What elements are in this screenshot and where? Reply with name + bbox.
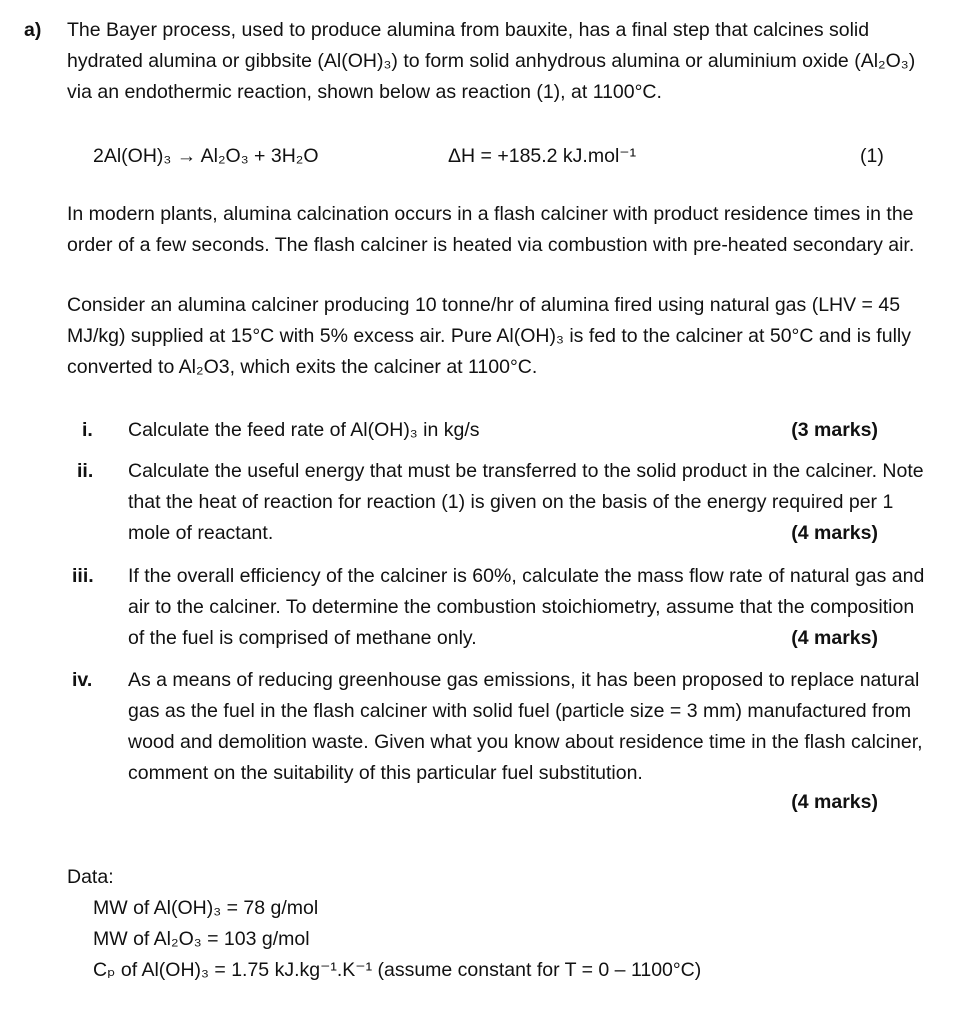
part-text-line: Calculate the useful energy that must be transferred to the solid product in the calciner. Note	[128, 460, 924, 482]
reaction-number: (1)	[860, 145, 884, 167]
part-label: i.	[82, 419, 93, 441]
paragraph-line: Consider an alumina calciner producing 10 tonne/hr of alumina fired using natural gas (LHV = 45	[67, 294, 901, 316]
intro-line: via an endothermic reaction, shown below as reaction (1), at 1100°C.	[67, 81, 662, 103]
part-text-line: of the fuel is comprised of methane only.	[128, 627, 477, 649]
part-text-line: If the overall efficiency of the calciner is 60%, calculate the mass flow rate of natural gas and	[128, 565, 925, 587]
paragraph-line: MJ/kg) supplied at 15°C with 5% excess air. Pure Al(OH)₃ is fed to the calciner at 50°C and is fully	[67, 325, 911, 347]
part-label: iv.	[72, 669, 93, 691]
intro-line: hydrated alumina or gibbsite (Al(OH)₃) to form solid anhydrous alumina or aluminium oxide (Al₂O₃)	[67, 50, 916, 72]
part-text-line: air to the calciner. To determine the combustion stoichiometry, assume that the composition	[128, 596, 915, 618]
part-marks: (4 marks)	[791, 791, 878, 813]
part-label: iii.	[72, 565, 94, 587]
part-text-line: that the heat of reaction for reaction (1) is given on the basis of the energy required per 1	[128, 491, 894, 513]
part-text-line: Calculate the feed rate of Al(OH)₃ in kg/s	[128, 419, 480, 441]
intro-line: The Bayer process, used to produce alumina from bauxite, has a final step that calcines solid	[67, 19, 870, 41]
part-marks: (3 marks)	[791, 419, 878, 441]
part-text-line: wood and demolition waste. Given what you know about residence time in the flash calciner,	[128, 731, 923, 753]
data-item: MW of Al₂O₃ = 103 g/mol	[93, 928, 310, 950]
part-marks: (4 marks)	[791, 627, 878, 649]
paragraph-line: order of a few seconds. The flash calciner is heated via combustion with pre-heated secondary air.	[67, 234, 915, 256]
part-label: ii.	[77, 460, 94, 482]
part-marks: (4 marks)	[791, 522, 878, 544]
data-heading: Data:	[67, 866, 114, 888]
part-text-line: comment on the suitability of this particular fuel substitution.	[128, 762, 643, 784]
reaction-equation: 2Al(OH)₃ → Al₂O₃ + 3H₂O	[93, 145, 319, 167]
part-text-line: gas as the fuel in the flash calciner with solid fuel (particle size = 3 mm) manufactured from	[128, 700, 912, 722]
part-text-line: mole of reactant.	[128, 522, 274, 544]
part-text-line: As a means of reducing greenhouse gas emissions, it has been proposed to replace natural	[128, 669, 920, 691]
paragraph-line: converted to Al₂O3, which exits the calciner at 1100°C.	[67, 356, 538, 378]
question-label: a)	[24, 19, 42, 41]
reaction-enthalpy: ΔH = +185.2 kJ.mol⁻¹	[448, 145, 637, 167]
data-item: MW of Al(OH)₃ = 78 g/mol	[93, 897, 319, 919]
paragraph-line: In modern plants, alumina calcination occurs in a flash calciner with product residence times in the	[67, 203, 914, 225]
data-item: Cₚ of Al(OH)₃ = 1.75 kJ.kg⁻¹.K⁻¹ (assume constant for T = 0 – 1100°C)	[93, 959, 702, 981]
